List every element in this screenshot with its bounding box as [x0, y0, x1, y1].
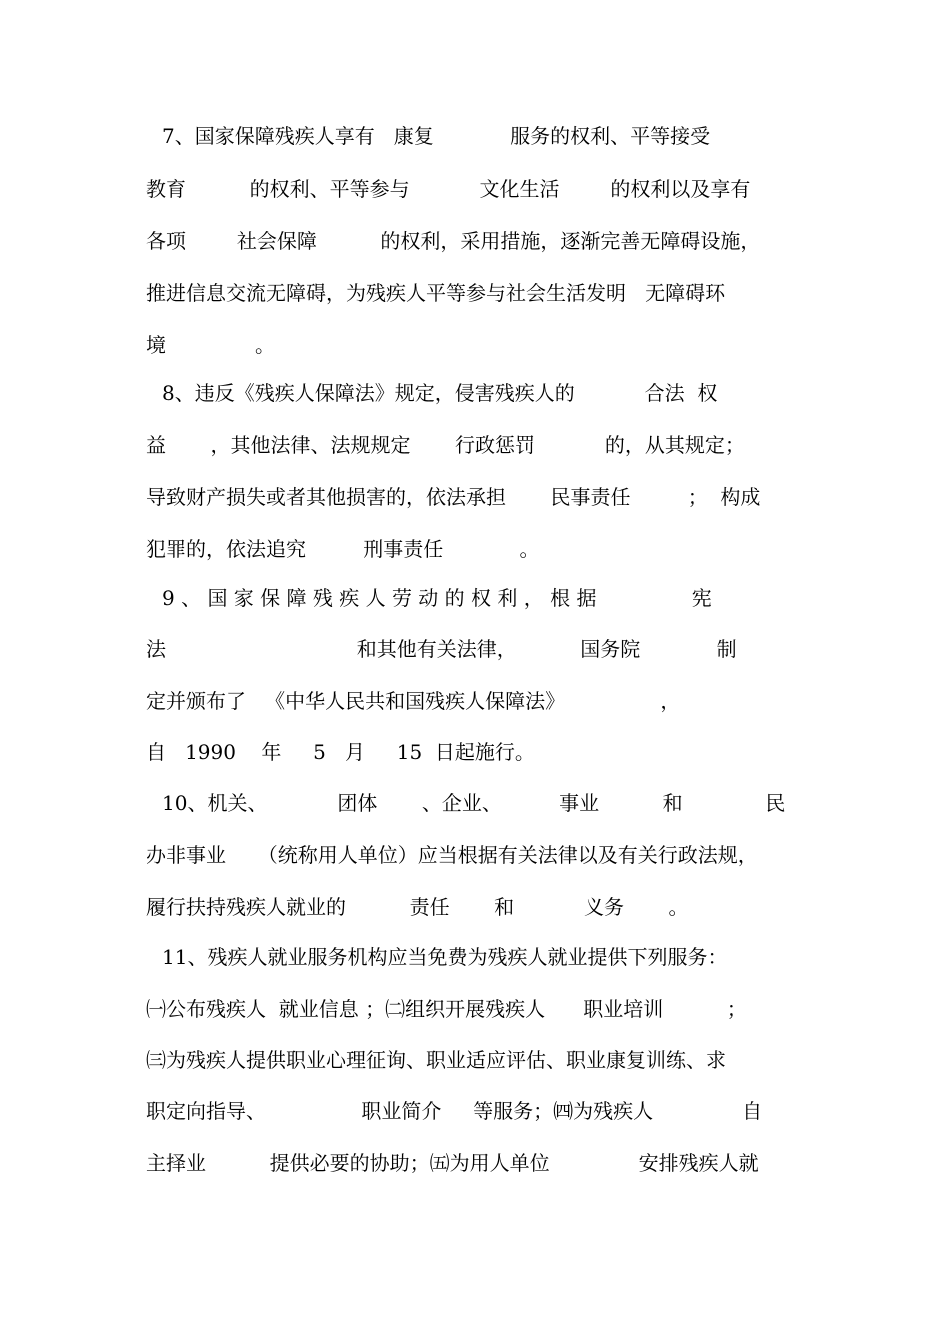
paragraph-11-line-4: 职定向指导、 职业简介 等服务；㈣为残疾人 自 — [146, 1099, 763, 1123]
paragraph-7-line-3: 各项 社会保障 的权利，采用措施，逐渐完善无障碍设施， — [146, 229, 761, 253]
paragraph-9-line-2: 法 和其他有关法律， 国务院 制 — [146, 637, 737, 661]
paragraph-8-line-1: 8、违反《残疾人保障法》规定，侵害残疾人的 合法 权 — [162, 381, 718, 405]
paragraph-8-line-4: 犯罪的，依法追究 刑事责任 。 — [146, 537, 540, 561]
paragraph-11-line-1: 11、残疾人就业服务机构应当免费为残疾人就业提供下列服务： — [162, 945, 728, 969]
paragraph-9-line-4: 自 1990 年 5 月 15 日起施行。 — [146, 740, 535, 764]
paragraph-9-line-3: 定并颁布了 《中华人民共和国残疾人保障法》 ， — [146, 689, 681, 713]
paragraph-8-line-2: 益 ，其他法律、法规规定 行政惩罚 的，从其规定； — [146, 433, 745, 457]
paragraph-11-line-3: ㈢为残疾人提供职业心理征询、职业适应评估、职业康复训练、求 — [146, 1048, 726, 1072]
paragraph-10-line-2: 办非事业 （统称用人单位）应当根据有关法律以及有关行政法规， — [146, 843, 758, 867]
paragraph-10-line-3: 履行扶持残疾人就业的 责任 和 义务 。 — [146, 895, 689, 919]
paragraph-10-line-1: 10、机关、 团体 、企业、 事业 和 民 — [162, 791, 786, 815]
paragraph-7-line-2: 教育 的权利、平等参与 文化生活 的权利以及享有 — [146, 177, 751, 201]
paragraph-8-line-3: 导致财产损失或者其他损害的，依法承担 民事责任 ； 构成 — [146, 485, 761, 509]
paragraph-7-line-4: 推进信息交流无障碍，为残疾人平等参与社会生活发明 无障碍环 — [146, 281, 726, 305]
paragraph-7-line-1: 7、国家保障残疾人享有 康复 服务的权利、平等接受 — [162, 124, 711, 148]
paragraph-7-line-5: 境 。 — [146, 333, 276, 357]
paragraph-9-line-1: 9 、 国 家 保 障 残 疾 人 劳 动 的 权 利 ， 根 据 宪 — [162, 586, 712, 610]
paragraph-11-line-2: ㈠公布残疾人 就业信息 ；㈡组织开展残疾人 职业培训 ； — [146, 997, 747, 1021]
paragraph-11-line-5: 主择业 提供必要的协助；㈤为用人单位 安排残疾人就 — [146, 1151, 759, 1175]
